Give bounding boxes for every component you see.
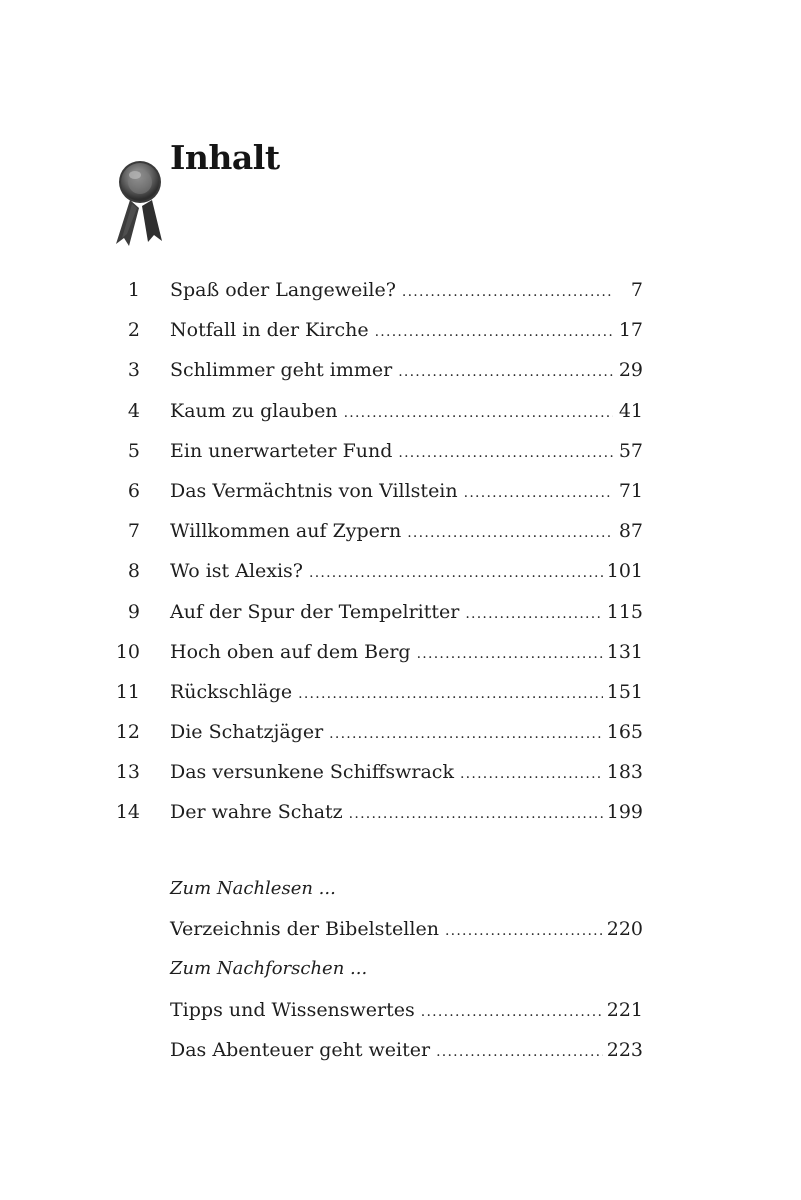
dot-leader — [375, 312, 613, 352]
chapter-number: 11 — [115, 680, 140, 703]
chapter-title: Rückschläge — [170, 672, 298, 712]
toc-entry-line — [170, 511, 643, 553]
toc-entry[interactable] — [0, 310, 801, 350]
page-number: 199 — [606, 801, 643, 824]
chapter-title: Willkommen auf Zypern — [170, 511, 407, 551]
chapter-title: Die Schatzjäger — [170, 712, 329, 752]
chapter-title: Das Vermächtnis von Villstein — [170, 471, 464, 511]
toc-entry-line — [170, 592, 643, 634]
dot-leader — [421, 992, 603, 1032]
dot-leader — [402, 272, 613, 312]
chapter-number: 9 — [127, 600, 140, 623]
chapter-title: Schlimmer geht immer — [170, 350, 398, 390]
page-number: 220 — [606, 918, 643, 941]
chapter-number: 10 — [115, 640, 140, 663]
chapter-number: 4 — [127, 399, 140, 422]
dot-leader — [460, 754, 603, 794]
chapter-title: Ein unerwarteter Fund — [170, 431, 398, 471]
toc-entry[interactable] — [0, 792, 801, 832]
toc-entry[interactable] — [0, 270, 801, 310]
chapter-number: 13 — [115, 761, 140, 784]
toc-entry-line — [170, 551, 643, 593]
dot-leader — [309, 553, 603, 593]
toc-entry-line — [170, 310, 643, 352]
dot-leader — [398, 352, 613, 392]
page-number: 17 — [618, 319, 643, 342]
toc-entry-line — [170, 990, 643, 1032]
toc-entry[interactable] — [0, 350, 801, 390]
table-of-contents — [0, 270, 801, 833]
toc-entry[interactable] — [0, 551, 801, 591]
page-number: 223 — [606, 1038, 643, 1061]
appendix-list — [0, 869, 801, 1070]
page-number: 57 — [618, 439, 643, 462]
toc-entry-line — [170, 391, 643, 433]
chapter-number: 12 — [115, 721, 140, 744]
toc-entry[interactable] — [0, 511, 801, 551]
toc-entry[interactable] — [0, 471, 801, 511]
chapter-title: Notfall in der Kirche — [170, 310, 375, 350]
chapter-title: Hoch oben auf dem Berg — [170, 632, 417, 672]
page-number: 115 — [606, 600, 643, 623]
toc-entry[interactable] — [0, 1030, 801, 1070]
toc-entry-line — [170, 752, 643, 794]
toc-entry[interactable] — [0, 712, 801, 752]
dot-leader — [407, 513, 613, 553]
section-label — [0, 949, 801, 989]
chapter-title: Das versunkene Schiffswrack — [170, 752, 460, 792]
page-number: 87 — [618, 520, 643, 543]
chapter-title: Tipps und Wissenswertes — [170, 990, 421, 1030]
dot-leader — [436, 1032, 603, 1072]
dot-leader — [417, 634, 603, 674]
page-number: 29 — [618, 359, 643, 382]
toc-entry-line — [170, 431, 643, 473]
dot-leader — [349, 794, 603, 834]
chapter-number: 7 — [127, 520, 140, 543]
award-ribbon-icon — [112, 158, 168, 248]
chapter-title: Wo ist Alexis? — [170, 551, 309, 591]
toc-entry-line — [170, 632, 643, 674]
page-title: Inhalt — [170, 138, 280, 177]
chapter-number: 1 — [127, 279, 140, 301]
page-number: 183 — [606, 761, 643, 784]
chapter-title: Auf der Spur der Tempelritter — [170, 592, 465, 632]
toc-entry-line — [170, 792, 643, 834]
section-items — [0, 909, 801, 949]
dot-leader — [344, 393, 613, 433]
dot-leader — [329, 714, 603, 754]
toc-entry[interactable] — [0, 672, 801, 712]
section-items — [0, 990, 801, 1070]
page-number: 71 — [618, 479, 643, 502]
toc-entry-line — [170, 270, 643, 312]
toc-entry[interactable] — [0, 909, 801, 949]
page-number: 131 — [606, 640, 643, 663]
page-number: 7 — [630, 279, 643, 301]
page-number: 101 — [606, 560, 643, 583]
chapter-number: 6 — [127, 479, 140, 502]
page-number: 151 — [606, 680, 643, 703]
dot-leader — [298, 674, 603, 714]
toc-entry-line — [170, 909, 643, 951]
chapter-number: 8 — [127, 560, 140, 583]
toc-entry[interactable] — [0, 752, 801, 792]
toc-entry-line — [170, 712, 643, 754]
chapter-title: Verzeichnis der Bibelstellen — [170, 909, 445, 949]
toc-entry[interactable] — [0, 990, 801, 1030]
chapter-number: 2 — [127, 319, 140, 342]
chapter-number: 5 — [127, 439, 140, 462]
section-label-text: Zum Nachforschen ... — [170, 958, 368, 980]
toc-entry-line — [170, 672, 643, 714]
dot-leader — [445, 911, 603, 951]
section-label — [0, 869, 801, 909]
page-number: 165 — [606, 721, 643, 744]
dot-leader — [398, 433, 613, 473]
page-number: 41 — [618, 399, 643, 422]
dot-leader — [465, 594, 602, 634]
chapter-number: 3 — [127, 359, 140, 382]
toc-entry-line — [170, 350, 643, 392]
chapter-title: Der wahre Schatz — [170, 792, 349, 832]
toc-entry[interactable] — [0, 632, 801, 672]
dot-leader — [464, 473, 613, 513]
toc-entry-line — [170, 471, 643, 513]
toc-entry[interactable] — [0, 431, 801, 471]
chapter-title: Spaß oder Langeweile? — [170, 270, 402, 310]
chapter-number: 14 — [115, 801, 140, 824]
chapter-title: Kaum zu glauben — [170, 391, 344, 431]
section-label-text: Zum Nachlesen ... — [170, 878, 336, 899]
page-number: 221 — [606, 998, 643, 1021]
toc-entry[interactable] — [0, 391, 801, 431]
toc-entry[interactable] — [0, 592, 801, 632]
chapter-title: Das Abenteuer geht weiter — [170, 1030, 436, 1070]
toc-entry-line — [170, 1030, 643, 1072]
